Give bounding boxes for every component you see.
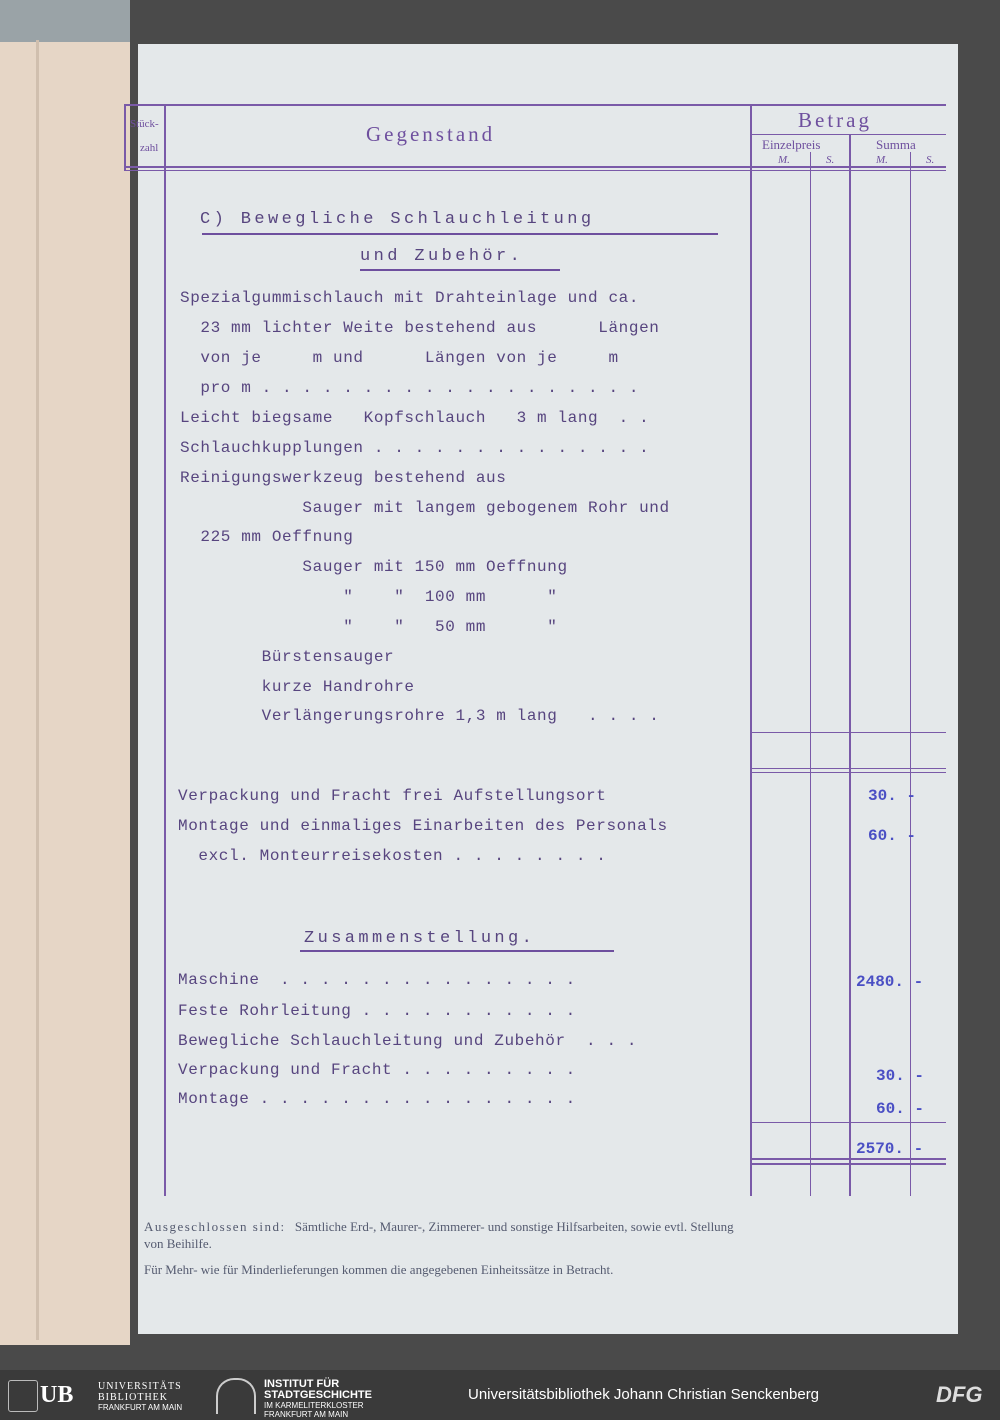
einzel-pf-divider bbox=[810, 152, 811, 1196]
item-line-2: 23 mm lichter Weite bestehend aus Längen bbox=[180, 319, 660, 337]
total-rule bbox=[750, 1122, 946, 1123]
underlying-page bbox=[0, 0, 130, 1345]
ub-line-2: BIBLIOTHEK bbox=[98, 1392, 168, 1403]
section-c-title: C) Bewegliche Schlauchleitung bbox=[200, 210, 595, 229]
ub-seal-icon bbox=[8, 1380, 38, 1412]
einzel-mark-label: M. bbox=[778, 154, 790, 166]
item-line-9: 225 mm Oeffnung bbox=[180, 528, 354, 546]
isg-line-2: STADTGESCHICHTE bbox=[264, 1389, 372, 1401]
freight-amount: 30. - bbox=[868, 787, 917, 805]
summary-title-underline bbox=[300, 950, 614, 952]
quantity-note: Für Mehr- wie für Minderlieferungen kommen die angegebenen Einheitssätze in Betracht. bbox=[144, 1262, 614, 1277]
item-line-5: Leicht biegsame Kopfschlauch 3 m lang . . bbox=[180, 409, 650, 427]
summary-row-hose: Bewegliche Schlauchleitung und Zubehör . . . bbox=[178, 1032, 638, 1050]
excluded-note bbox=[144, 1219, 944, 1235]
stueck-divider bbox=[164, 106, 166, 1196]
isg-line-4: FRANKFURT AM MAIN bbox=[264, 1410, 349, 1419]
excluded-label: Ausgeschlossen sind: bbox=[144, 1219, 286, 1234]
section-c-subtitle: und Zubehör. bbox=[360, 247, 524, 266]
summary-row-machine: Maschine . . . . . . . . . . . . . . . bbox=[178, 971, 576, 989]
excluded-text: Sämtliche Erd-, Maurer-, Zimmerer- und sonstige Hilfsarbeiten, sowie evtl. Stellung bbox=[294, 1219, 734, 1234]
item-line-6: Schlauchkupplungen . . . . . . . . . . . . . . bbox=[180, 439, 650, 457]
total-double-rule-1 bbox=[750, 1158, 946, 1160]
document-page bbox=[130, 44, 958, 1334]
summary-row-piping: Feste Rohrleitung . . . . . . . . . . . bbox=[178, 1002, 576, 1020]
summary-amount-freight: 30. - bbox=[876, 1067, 925, 1085]
section-c-title-underline bbox=[202, 233, 718, 235]
ub-logo: UB bbox=[40, 1382, 74, 1408]
item-line-4: pro m . . . . . . . . . . . . . . . . . . . bbox=[180, 379, 640, 397]
assembly-line-2: excl. Monteurreisekosten . . . . . . . . bbox=[178, 847, 607, 865]
assembly-line: Montage und einmaliges Einarbeiten des Personals bbox=[178, 817, 668, 835]
stueck-label: Stück- bbox=[130, 118, 159, 130]
left-border bbox=[124, 104, 126, 170]
item-line-3: von je m und Längen von je m bbox=[180, 349, 619, 367]
freight-line: Verpackung und Fracht frei Aufstellungsort bbox=[178, 787, 607, 805]
summary-amount-assembly: 60. - bbox=[876, 1100, 925, 1118]
summary-total: 2570. - bbox=[856, 1140, 924, 1158]
item-line-12: " " 50 mm " bbox=[180, 618, 558, 636]
item-line-15: Verlängerungsrohre 1,3 m lang . . . . bbox=[180, 707, 660, 725]
summary-row-assembly: Montage . . . . . . . . . . . . . . . . bbox=[178, 1090, 576, 1108]
gegenstand-divider bbox=[750, 106, 752, 1196]
einzel-summa-divider bbox=[849, 134, 851, 1196]
summary-amount-machine: 2480. - bbox=[856, 973, 924, 991]
bottom-bar bbox=[0, 1370, 1000, 1420]
excluded-note-2: von Beihilfe. bbox=[144, 1236, 212, 1251]
item-line-13: Bürstensauger bbox=[180, 648, 395, 666]
summary-row-freight: Verpackung und Fracht . . . . . . . . . bbox=[178, 1061, 576, 1079]
ub-line-1: UNIVERSITÄTS bbox=[98, 1381, 182, 1392]
summary-title: Zusammenstellung. bbox=[304, 929, 536, 948]
einzelpreis-label: Einzelpreis bbox=[762, 137, 821, 152]
section-c-subtitle-underline bbox=[360, 269, 560, 271]
header-top-line bbox=[124, 104, 946, 106]
header-bottom-line-2 bbox=[124, 170, 946, 171]
item-line-8: Sauger mit langem gebogenem Rohr und bbox=[180, 499, 670, 517]
item-line-14: kurze Handrohre bbox=[180, 678, 415, 696]
header-bottom-line bbox=[124, 166, 946, 168]
subtotal-rule-2 bbox=[750, 768, 946, 769]
item-line-10: Sauger mit 150 mm Oeffnung bbox=[180, 558, 568, 576]
summa-label: Summa bbox=[876, 137, 916, 152]
zahl-label: zahl bbox=[140, 142, 159, 154]
item-line-7: Reinigungswerkzeug bestehend aus bbox=[180, 469, 507, 487]
summa-mark-label: M. bbox=[876, 154, 888, 166]
total-double-rule-2 bbox=[750, 1163, 946, 1165]
subtotal-rule-3 bbox=[750, 772, 946, 773]
ub-line-3: FRANKFURT AM MAIN bbox=[98, 1403, 183, 1412]
isg-arch-icon bbox=[216, 1378, 256, 1414]
isg-line-1: INSTITUT FÜR bbox=[264, 1378, 340, 1390]
summa-pf-divider bbox=[910, 152, 911, 1196]
item-line-1: Spezialgummischlauch mit Drahteinlage und ca. bbox=[180, 289, 640, 307]
item-line-11: " " 100 mm " bbox=[180, 588, 558, 606]
library-name: Universitätsbibliothek Johann Christian Senckenberg bbox=[468, 1386, 820, 1403]
einzel-pf-label: S. bbox=[826, 154, 835, 166]
summa-pf-label: S. bbox=[926, 154, 935, 166]
assembly-amount: 60. - bbox=[868, 827, 917, 845]
isg-line-3: IM KARMELITERKLOSTER bbox=[264, 1401, 364, 1410]
page-fold bbox=[36, 40, 39, 1340]
dfg-logo: DFG bbox=[936, 1382, 983, 1407]
gegenstand-label: Gegenstand bbox=[366, 122, 496, 146]
subtotal-rule bbox=[750, 732, 946, 733]
betrag-label: Betrag bbox=[798, 108, 872, 132]
underlying-page-strip bbox=[0, 0, 130, 42]
